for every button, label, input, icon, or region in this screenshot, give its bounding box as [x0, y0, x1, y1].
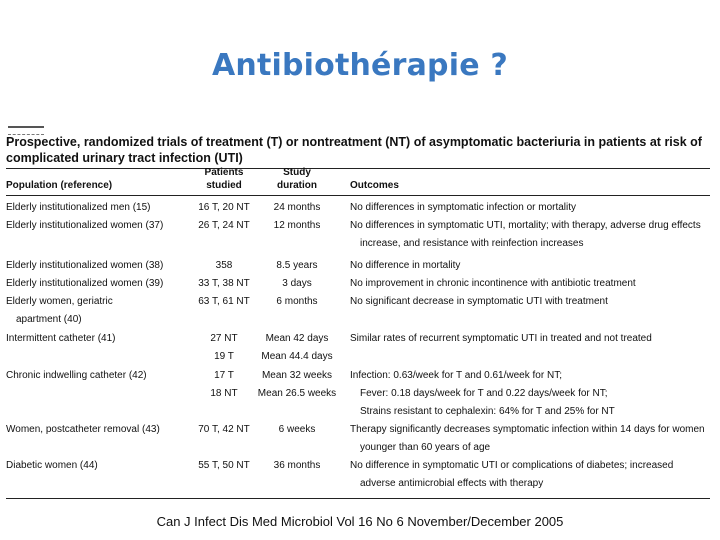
patients-cell: 19 T	[214, 351, 234, 362]
table-image	[4, 126, 716, 500]
outcomes-cell: No differences in symptomatic infection or mortality	[350, 202, 577, 213]
header-top-rule	[6, 168, 710, 169]
patients-cell: 17 T	[214, 370, 234, 381]
patients-cell: 70 T, 42 NT	[198, 424, 250, 435]
population-cell: Elderly institutionalized men (15)	[6, 202, 151, 213]
table-caption: Prospective, randomized trials of treatment (T) or nontreatment (NT) of asymptomatic bacteriuria in patients at risk of complicated urinary tract infection (UTI)	[6, 135, 702, 165]
outcomes-cell: No improvement in chronic incontinence with antibiotic treatment	[350, 278, 636, 289]
patients-cell: 55 T, 50 NT	[198, 460, 250, 471]
duration-cell: Mean 32 weeks	[261, 370, 333, 381]
population-cell: Elderly institutionalized women (38)	[6, 260, 164, 271]
outcomes-cell: Fever: 0.18 days/week for T and 0.22 days/week for NT;	[360, 388, 608, 399]
duration-cell: Mean 42 days	[265, 333, 329, 344]
patients-cell: 16 T, 20 NT	[198, 202, 250, 213]
population-cell: apartment (40)	[16, 314, 82, 325]
patients-cell: 18 NT	[210, 388, 238, 399]
duration-cell: 12 months	[273, 220, 321, 231]
outcomes-cell: increase, and resistance with reinfection increases	[360, 238, 584, 249]
duration-cell: 36 months	[273, 460, 321, 471]
table-bottom-rule	[6, 498, 710, 499]
slide-title: Antibiothérapie ?	[211, 48, 508, 83]
header-outcomes: Outcomes	[350, 180, 399, 191]
duration-cell: 3 days	[282, 278, 312, 289]
duration-cell: 6 months	[276, 296, 318, 307]
patients-cell: 27 NT	[210, 333, 238, 344]
patients-cell: 358	[215, 260, 233, 271]
outcomes-cell: No significant decrease in symptomatic UTI with treatment	[350, 296, 608, 307]
duration-cell: 24 months	[273, 202, 321, 213]
outcomes-cell: Similar rates of recurrent symptomatic UTI in treated and not treated	[350, 333, 652, 344]
header-duration-line2: duration	[277, 180, 317, 191]
outcomes-cell: No difference in mortality	[350, 260, 461, 271]
duration-cell: Mean 26.5 weeks	[257, 388, 337, 399]
population-cell: Elderly women, geriatric	[6, 296, 113, 307]
outcomes-cell: adverse antimicrobial effects with therapy	[360, 478, 544, 489]
population-cell: Chronic indwelling catheter (42)	[6, 370, 147, 381]
header-population: Population (reference)	[6, 180, 113, 191]
source-citation: Can J Infect Dis Med Microbiol Vol 16 No 6 November/December 2005	[156, 514, 564, 529]
outcomes-cell: No differences in symptomatic UTI, mortality; with therapy, adverse drug effects	[350, 220, 701, 231]
header-duration-line1: Study	[283, 167, 311, 178]
population-cell: Elderly institutionalized women (39)	[6, 278, 164, 289]
outcomes-cell: Infection: 0.63/week for T and 0.61/week for NT;	[350, 370, 562, 381]
outcomes-cell: Strains resistant to cephalexin: 64% for T and 25% for NT	[360, 406, 615, 417]
header-bottom-rule	[6, 195, 710, 196]
outcomes-cell: No difference in symptomatic UTI or complications of diabetes; increased	[350, 460, 674, 471]
population-cell: Women, postcatheter removal (43)	[6, 424, 160, 435]
population-cell: Diabetic women (44)	[6, 460, 98, 471]
patients-cell: 33 T, 38 NT	[198, 278, 250, 289]
population-cell: Elderly institutionalized women (37)	[6, 220, 164, 231]
header-patients-line2: studied	[206, 180, 242, 191]
patients-cell: 26 T, 24 NT	[198, 220, 250, 231]
duration-cell: Mean 44.4 days	[261, 351, 333, 362]
outcomes-cell: Therapy significantly decreases symptomatic infection within 14 days for women	[350, 424, 705, 435]
outcomes-cell: younger than 60 years of age	[360, 442, 491, 453]
header-patients-line1: Patients	[204, 167, 244, 178]
population-cell: Intermittent catheter (41)	[6, 333, 116, 344]
duration-cell: 8.5 years	[276, 260, 318, 271]
patients-cell: 63 T, 61 NT	[198, 296, 250, 307]
duration-cell: 6 weeks	[278, 424, 316, 435]
